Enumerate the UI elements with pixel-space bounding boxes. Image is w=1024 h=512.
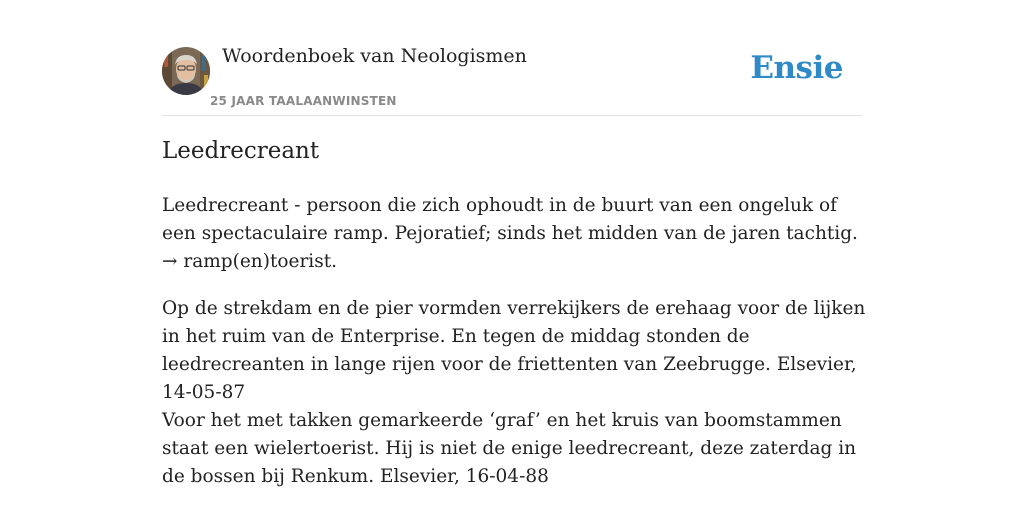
ensie-logo-link[interactable]: Ensie [750, 50, 843, 86]
site-tagline: 25 JAAR TAALAANWINSTEN [210, 94, 397, 108]
entry-title: Leedrecreant [162, 138, 320, 164]
site-title[interactable]: Woordenboek van Neologismen [222, 45, 527, 67]
author-avatar[interactable] [162, 47, 210, 95]
page [162, 0, 866, 512]
entry-definition: Leedrecreant - persoon die zich ophoudt in de buurt van een ongeluk of een spectaculaire ramp. Pejoratief; sinds het midden van de jaren tachtig. → ramp(en)toerist. [162, 195, 858, 272]
entry-quote: Op de strekdam en de pier vormden verrekijkers de erehaag voor de lijken in het ruim van de Enterprise. En tegen de middag stonden de leedrecreanten in lange rijen voor de friettenten van Zeebrugge. Elsevier, 14-05-87 [162, 298, 866, 403]
entry-quote: Voor het met takken gemarkeerde ‘graf’ en het kruis van boomstammen staat een wielertoerist. Hij is niet de enige leedrecreant, deze zaterdag in de bossen bij Renkum. Elsevier, 16-04-88 [162, 410, 857, 487]
site-header [162, 0, 862, 116]
